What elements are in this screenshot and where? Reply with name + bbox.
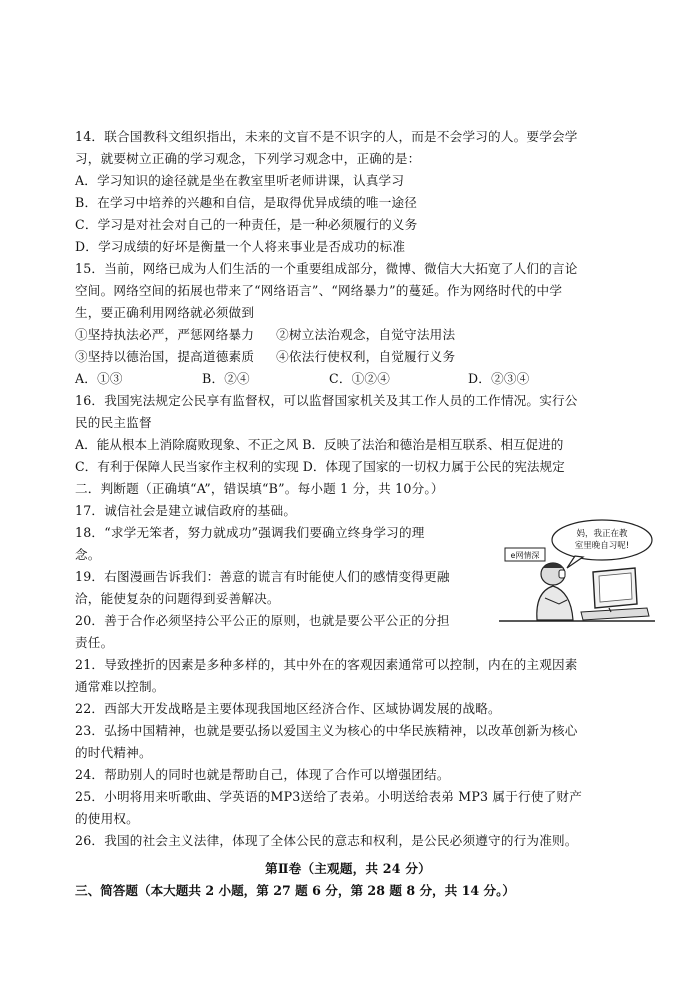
q15-stem-line2: 空间。网络空间的拓展也带来了“网络语言”、“网络暴力”的蔓延。作为网络时代的中学 xyxy=(75,283,563,298)
speech-bubble xyxy=(552,520,652,560)
q15-item-3: ③坚持以德治国，提高道德素质 xyxy=(75,349,255,364)
section2-heading: 二．判断题（正确填“A”，错误填“B”。每小题 1 分，共 10分。） xyxy=(75,481,444,496)
q14-option-a: A．学习知识的途径就是坐在教室里听老师讲课，认真学习 xyxy=(75,173,405,188)
q14-stem-line1: 14．联合国教科文组织指出，未来的文盲不是不识字的人，而是不会学习的人。要学会学 xyxy=(75,129,578,144)
q18-line1: 18．“求学无笨者，努力就成功”强调我们要确立终身学习的理 xyxy=(75,525,425,540)
q15-items-row2 xyxy=(75,349,455,365)
q16-stem-line1: 16．我国宪法规定公民享有监督权，可以监督国家机关及其工作人员的工作情况。实行公 xyxy=(75,393,578,408)
q15-option-b: B．②④ xyxy=(202,371,250,386)
q16-stem-line2: 民的民主监督 xyxy=(75,415,152,430)
q16-options-cd: C．有利于保障人民当家作主权利的实现 D．体现了国家的一切权力属于公民的宪法规定 xyxy=(75,459,565,474)
q15-option-a: A．①③ xyxy=(75,371,123,386)
q15-item-4: ④依法行使权利，自觉履行义务 xyxy=(276,349,456,364)
q21-line1: 21．导致挫折的因素是多种多样的，其中外在的客观因素通常可以控制，内在的主观因素 xyxy=(75,657,578,672)
q14-option-c: C．学习是对社会对自己的一种责任，是一种必须履行的义务 xyxy=(75,217,418,232)
q21-line2: 通常难以控制。 xyxy=(75,679,165,694)
q15-option-d: D．②③④ xyxy=(468,371,530,386)
q25-line1: 25．小明将用来听歌曲、学英语的MP3送给了表弟。小明送给表弟 MP3 属于行使了财产 xyxy=(75,789,582,804)
q20-line1: 20．善于合作必须坚持公平公正的原则，也就是要公平公正的分担 xyxy=(75,613,450,628)
q14-option-d: D．学习成绩的好坏是衡量一个人将来事业是否成功的标准 xyxy=(75,239,406,254)
phone-icon xyxy=(559,570,565,578)
q15-stem-line3: 生，要正确利用网络就必须做到 xyxy=(75,305,255,320)
q14-option-b: B．在学习中培养的兴趣和自信，是取得优异成绩的唯一途径 xyxy=(75,195,418,210)
student-figure xyxy=(537,563,573,620)
speech-bubble-line2: 室里晚自习呢! xyxy=(574,541,630,551)
cafe-sign-text: e网情深 xyxy=(510,551,540,560)
q26: 26．我国的社会主义法律，体现了全体公民的意志和权利，是公民必须遵守的行为准则。 xyxy=(75,833,578,848)
q20-line2: 责任。 xyxy=(75,635,114,650)
q15-option-c: C．①②④ xyxy=(329,371,391,386)
q23-line1: 23．弘扬中国精神，也就是要弘扬以爱国主义为核心的中华民族精神，以改革创新为核心 xyxy=(75,723,578,738)
q15-options xyxy=(75,371,529,387)
q17: 17．诚信社会是建立诚信政府的基础。 xyxy=(75,503,297,518)
q19-line2: 洽，能使复杂的问题得到妥善解决。 xyxy=(75,591,280,606)
cartoon-illustration xyxy=(497,512,657,624)
q22: 22．西部大开发战略是主要体现我国地区经济合作、区域协调发展的战略。 xyxy=(75,701,501,716)
section3-heading: 三、简答题（本大题共 2 小题，第 27 题 6 分，第 28 题 8 分，共 14 分。） xyxy=(75,883,516,898)
speech-bubble-line1: 妈，我正在教 xyxy=(576,529,628,539)
q25-line2: 的使用权。 xyxy=(75,811,139,826)
q23-line2: 的时代精神。 xyxy=(75,745,152,760)
q16-options-ab: A．能从根本上消除腐败现象、不正之风 B．反映了法治和德治是相互联系、相互促进的 xyxy=(75,437,564,452)
q15-items-row1 xyxy=(75,327,455,343)
computer-monitor-icon xyxy=(581,568,649,620)
q19-line1: 19．右图漫画告诉我们：善意的谎言有时能使人们的感情变得更融 xyxy=(75,569,450,584)
q15-item-1: ①坚持执法必严，严惩网络暴力 xyxy=(75,327,255,342)
q18-line2: 念。 xyxy=(75,547,101,562)
q24: 24．帮助别人的同时也就是帮助自己，体现了合作可以增强团结。 xyxy=(75,767,450,782)
q15-stem-line1: 15．当前，网络已成为人们生活的一个重要组成部分，微博、微信大大拓宽了人们的言论 xyxy=(75,261,578,276)
q15-item-2: ②树立法治观念，自觉守法用法 xyxy=(276,327,456,342)
part2-title: 第Ⅱ卷（主观题，共 24 分） xyxy=(265,861,431,876)
q14-stem-line2: 习，就要树立正确的学习观念，下列学习观念中，正确的是： xyxy=(75,151,421,166)
